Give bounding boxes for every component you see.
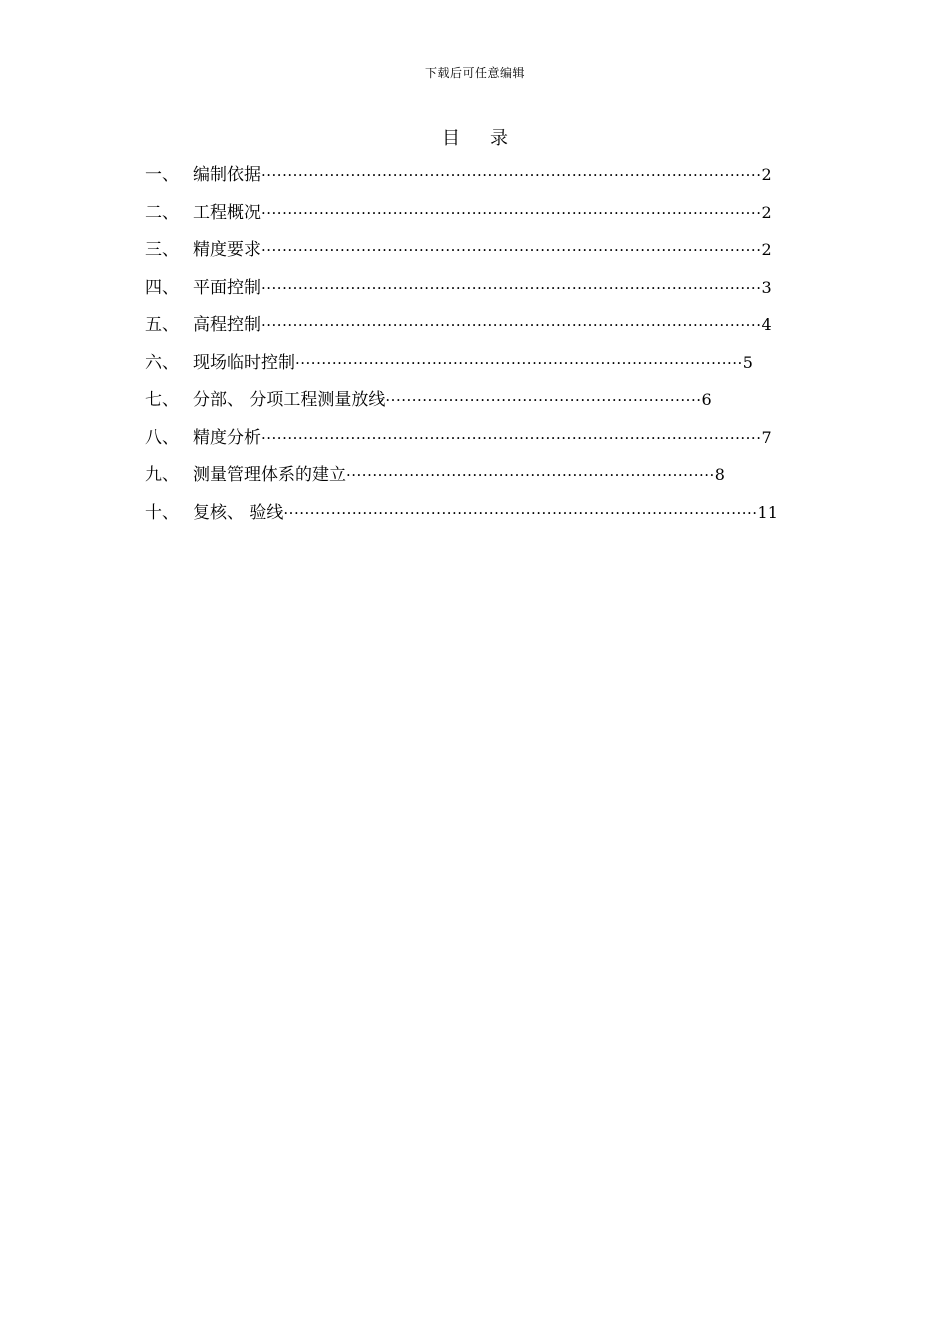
toc-item[interactable] — [145, 423, 772, 461]
toc-item-number: 八、 — [145, 427, 179, 448]
toc-item-title[interactable]: 复核、 验线 — [193, 502, 284, 523]
toc-item-page: 2 — [761, 202, 772, 222]
toc-leader-dots: ······························································································· — [261, 203, 762, 222]
toc-item-title[interactable]: 工程概况 — [193, 202, 261, 223]
toc-item-number: 三、 — [145, 240, 179, 260]
toc-item-page: 4 — [761, 315, 772, 334]
header-note: 下载后可任意编辑 — [424, 66, 525, 80]
toc-leader-dots: ······························································································· — [261, 278, 762, 297]
toc-item[interactable] — [145, 235, 772, 273]
toc-leader-dots: ····················································································· — [295, 353, 743, 372]
toc-item-number: 十、 — [145, 502, 179, 523]
toc-item[interactable] — [145, 460, 725, 498]
toc-item-title[interactable]: 精度要求 — [193, 240, 261, 260]
toc-title-right: 录 — [490, 128, 508, 149]
toc-item[interactable] — [145, 160, 772, 198]
toc-title — [0, 124, 950, 150]
toc-item-page: 2 — [761, 240, 772, 259]
toc-item-page: 3 — [761, 277, 772, 297]
toc-leader-dots: ······························································································· — [261, 428, 762, 447]
toc-item-page: 7 — [761, 427, 772, 447]
toc-leader-dots: ······························································································· — [261, 241, 762, 259]
toc-item-title[interactable]: 平面控制 — [193, 277, 261, 298]
toc-leader-dots: ······························································································· — [261, 166, 762, 184]
toc-item-page: 8 — [714, 465, 725, 484]
toc-item[interactable] — [145, 348, 753, 386]
toc-item[interactable] — [145, 273, 772, 311]
toc-item-title[interactable]: 精度分析 — [193, 427, 261, 448]
toc-item-page: 2 — [761, 165, 772, 184]
toc-item[interactable] — [145, 310, 772, 348]
toc-item-number: 六、 — [145, 352, 179, 373]
toc-item-page: 5 — [742, 352, 753, 372]
toc-leader-dots: ·························································································· — [283, 503, 758, 522]
toc-leader-dots: ···························································· — [385, 391, 702, 409]
toc-item-title[interactable]: 分部、 分项工程测量放线 — [193, 390, 386, 410]
toc-leader-dots: ······························································································· — [261, 316, 762, 334]
toc-item-title[interactable]: 现场临时控制 — [193, 352, 295, 373]
toc-item-number: 七、 — [145, 390, 179, 410]
toc-item[interactable] — [145, 385, 712, 423]
toc-item-number: 四、 — [145, 277, 179, 298]
toc-item[interactable] — [145, 498, 778, 536]
toc-item-number: 一、 — [145, 165, 179, 185]
toc-title-left: 目 — [442, 128, 460, 149]
toc-item-number: 二、 — [145, 202, 179, 223]
toc-list — [145, 160, 778, 535]
toc-item-title[interactable]: 测量管理体系的建立 — [193, 465, 346, 485]
toc-item-number: 五、 — [145, 315, 179, 335]
toc-item-title[interactable]: 编制依据 — [193, 165, 261, 185]
toc-item-number: 九、 — [145, 465, 179, 485]
toc-item-page: 11 — [757, 502, 778, 522]
toc-item[interactable] — [145, 198, 772, 236]
toc-item-title[interactable]: 高程控制 — [193, 315, 261, 335]
toc-item-page: 6 — [701, 390, 712, 409]
toc-leader-dots: ······································································ — [346, 466, 715, 484]
